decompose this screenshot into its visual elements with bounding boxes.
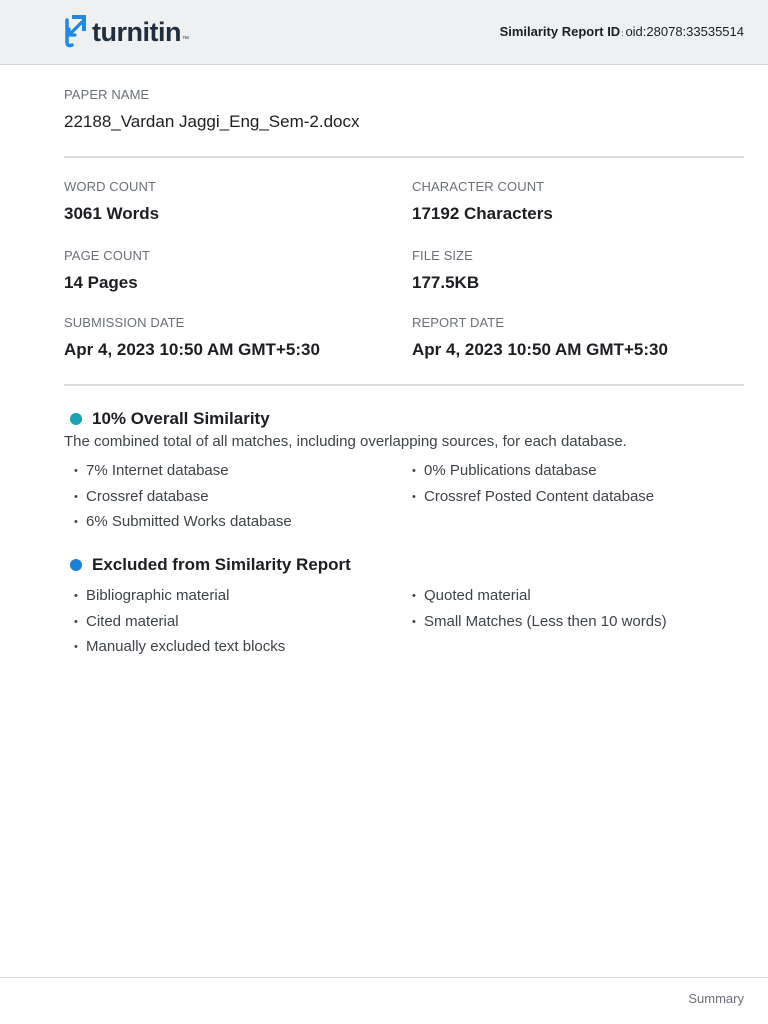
report-id-value: oid:28078:33535514 xyxy=(625,24,744,39)
bullet-icon: • xyxy=(74,516,78,528)
report-date-label: REPORT DATE xyxy=(412,315,505,330)
bullet-icon: • xyxy=(412,615,416,628)
report-id-label: Similarity Report ID xyxy=(499,24,621,39)
paper-name-value: 22188_Vardan Jaggi_Eng_Sem-2.docx xyxy=(64,112,360,131)
list-item xyxy=(402,488,654,514)
similarity-dot-icon xyxy=(70,413,82,425)
bullet-icon: • xyxy=(74,615,78,628)
character-count-value: 17192 Characters xyxy=(412,204,553,223)
bullet-icon: • xyxy=(74,590,78,602)
footer-divider xyxy=(0,977,768,978)
word-count-value: 3061 Words xyxy=(64,204,160,223)
list-item-text: 6% Submitted Works database xyxy=(86,513,292,530)
list-item xyxy=(64,462,292,488)
list-item-text: Small Matches (Less then 10 words) xyxy=(424,612,667,630)
excluded-list-right xyxy=(402,587,667,638)
similarity-title xyxy=(70,408,270,430)
divider xyxy=(64,156,744,158)
paper-name-label: PAPER NAME xyxy=(64,87,150,102)
bullet-icon: • xyxy=(412,465,416,477)
report-id-separator: : xyxy=(621,29,624,38)
file-size-label: FILE SIZE xyxy=(412,248,473,263)
page-count-label: PAGE COUNT xyxy=(64,248,150,263)
submission-date-label: SUBMISSION DATE xyxy=(64,315,185,330)
list-item xyxy=(64,488,292,514)
excluded-title xyxy=(70,554,351,576)
footer-summary-label: Summary xyxy=(688,991,744,1006)
divider xyxy=(64,384,744,386)
excluded-list-left xyxy=(64,587,285,664)
list-item-text: Quoted material xyxy=(424,587,531,604)
report-date-value: Apr 4, 2023 10:50 AM GMT+5:30 xyxy=(412,340,668,359)
list-item-text: Crossref Posted Content database xyxy=(424,487,655,505)
list-item-text: Cited material xyxy=(86,612,179,630)
list-item-text: Manually excluded text blocks xyxy=(86,638,286,655)
list-item-text: Bibliographic material xyxy=(86,587,230,604)
similarity-list-right xyxy=(402,462,654,513)
character-count-label: CHARACTER COUNT xyxy=(412,179,545,194)
list-item xyxy=(402,613,667,639)
bullet-icon: • xyxy=(412,590,416,602)
report-header xyxy=(0,0,768,65)
similarity-description: The combined total of all matches, including overlapping sources, for each database. xyxy=(64,433,627,450)
bullet-icon: • xyxy=(74,641,78,653)
word-count-label: WORD COUNT xyxy=(64,179,156,194)
page-count-value: 14 Pages xyxy=(64,273,138,292)
turnitin-logo-icon xyxy=(63,14,87,50)
list-item-text: Crossref database xyxy=(86,487,209,505)
similarity-title-text: 10% Overall Similarity xyxy=(92,409,270,428)
list-item xyxy=(64,613,285,639)
list-item xyxy=(64,513,292,539)
bullet-icon: • xyxy=(74,490,78,503)
bullet-icon: • xyxy=(412,490,416,503)
file-size-value: 177.5KB xyxy=(412,273,480,292)
bullet-icon: • xyxy=(74,465,78,477)
report-id xyxy=(500,24,744,42)
list-item xyxy=(64,638,285,664)
list-item-text: 0% Publications database xyxy=(424,462,597,479)
submission-date-value: Apr 4, 2023 10:50 AM GMT+5:30 xyxy=(64,340,320,359)
list-item xyxy=(402,587,667,613)
logo-trademark: ™ xyxy=(181,35,189,43)
list-item xyxy=(64,587,285,613)
list-item-text: 7% Internet database xyxy=(86,462,229,479)
logo-wordmark: turnitin xyxy=(92,17,181,47)
excluded-title-text: Excluded from Similarity Report xyxy=(92,555,351,574)
excluded-dot-icon xyxy=(70,559,82,571)
list-item xyxy=(402,462,654,488)
similarity-list-left xyxy=(64,462,292,539)
turnitin-logo xyxy=(63,14,189,50)
